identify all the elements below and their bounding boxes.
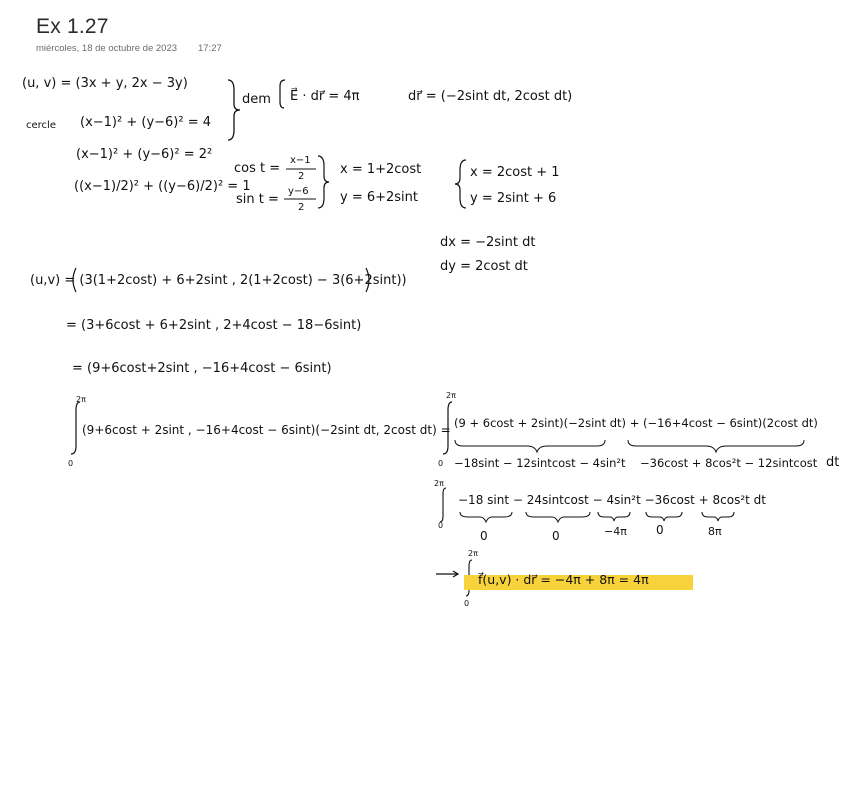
cos-denominator: 2 xyxy=(298,171,305,182)
expansion-2: −36cost + 8cos²t − 12sintcost xyxy=(640,456,818,470)
integral-upper-1: 2π xyxy=(76,395,86,404)
integral-upper-2: 2π xyxy=(446,391,456,400)
dem-label: dem xyxy=(242,92,271,107)
dr-definition: dr⃗ = (−2sint dt, 2cost dt) xyxy=(408,89,573,104)
integral-upper-3: 2π xyxy=(434,479,444,488)
x-parametrization-2: x = 2cost + 1 xyxy=(470,165,560,180)
page-title: Ex 1.27 xyxy=(36,15,109,38)
expansion-dt: dt xyxy=(826,455,840,470)
sin-numerator: y−6 xyxy=(288,186,309,197)
sin-lhs: sin t = xyxy=(236,192,279,207)
eval-value-5: 8π xyxy=(708,525,722,538)
uv-substitution-3: = (9+6cost+2sint , −16+4cost − 6sint) xyxy=(72,361,332,376)
expansion-1: −18sint − 12sintcost − 4sin²t xyxy=(454,456,626,470)
sin-denominator: 2 xyxy=(298,202,305,213)
page-time: 17:27 xyxy=(198,43,222,54)
eval-value-2: 0 xyxy=(552,529,560,543)
integral-upper-4: 2π xyxy=(468,549,478,558)
eval-value-3: −4π xyxy=(604,525,627,538)
cos-numerator: x−1 xyxy=(290,155,311,166)
circle-equation: (x−1)² + (y−6)² = 4 xyxy=(80,115,212,130)
eval-value-4: 0 xyxy=(656,523,664,537)
uv-substitution-2: = (3+6cost + 6+2sint , 2+4cost − 18−6sint) xyxy=(66,318,362,333)
eval-value-1: 0 xyxy=(480,529,488,543)
integral-lower-2: 0 xyxy=(438,459,444,468)
page-date: miércoles, 18 de octubre de 2023 xyxy=(36,43,178,54)
y-parametrization: y = 6+2sint xyxy=(340,190,419,205)
dx-expression: dx = −2sint dt xyxy=(440,235,536,250)
circle-label: cercle xyxy=(26,120,56,131)
integral-lower-4: 0 xyxy=(464,599,470,608)
y-parametrization-2: y = 2sint + 6 xyxy=(470,191,557,206)
integral-goal: E⃗ · dr⃗ = 4π xyxy=(290,89,360,104)
circle-equation-squared: (x−1)² + (y−6)² = 2² xyxy=(76,147,213,162)
integral-terms: −18 sint − 24sintcost − 4sin²t −36cost + 8cos²t dt xyxy=(458,493,767,507)
dy-expression: dy = 2cost dt xyxy=(440,259,528,274)
integral-rhs: (9 + 6cost + 2sint)(−2sint dt) + (−16+4cost − 6sint)(2cost dt) xyxy=(454,416,818,430)
final-result: f⃗(u,v) · dr⃗ = −4π + 8π = 4π xyxy=(478,572,649,587)
integral-line: (9+6cost + 2sint , −16+4cost − 6sint)(−2sint dt, 2cost dt) = xyxy=(82,423,451,437)
cos-lhs: cos t = xyxy=(234,161,281,176)
circle-normalized: ((x−1)/2)² + ((y−6)/2)² = 1 xyxy=(74,179,251,194)
x-parametrization: x = 1+2cost xyxy=(340,162,422,177)
integral-lower-1: 0 xyxy=(68,459,74,468)
integral-lower-3: 0 xyxy=(438,521,444,530)
uv-substitution-1: (u,v) = (3(1+2cost) + 6+2sint , 2(1+2cost) − 3(6+2sint)) xyxy=(30,273,407,288)
vector-field-definition: (u, v) = (3x + y, 2x − 3y) xyxy=(22,76,188,91)
